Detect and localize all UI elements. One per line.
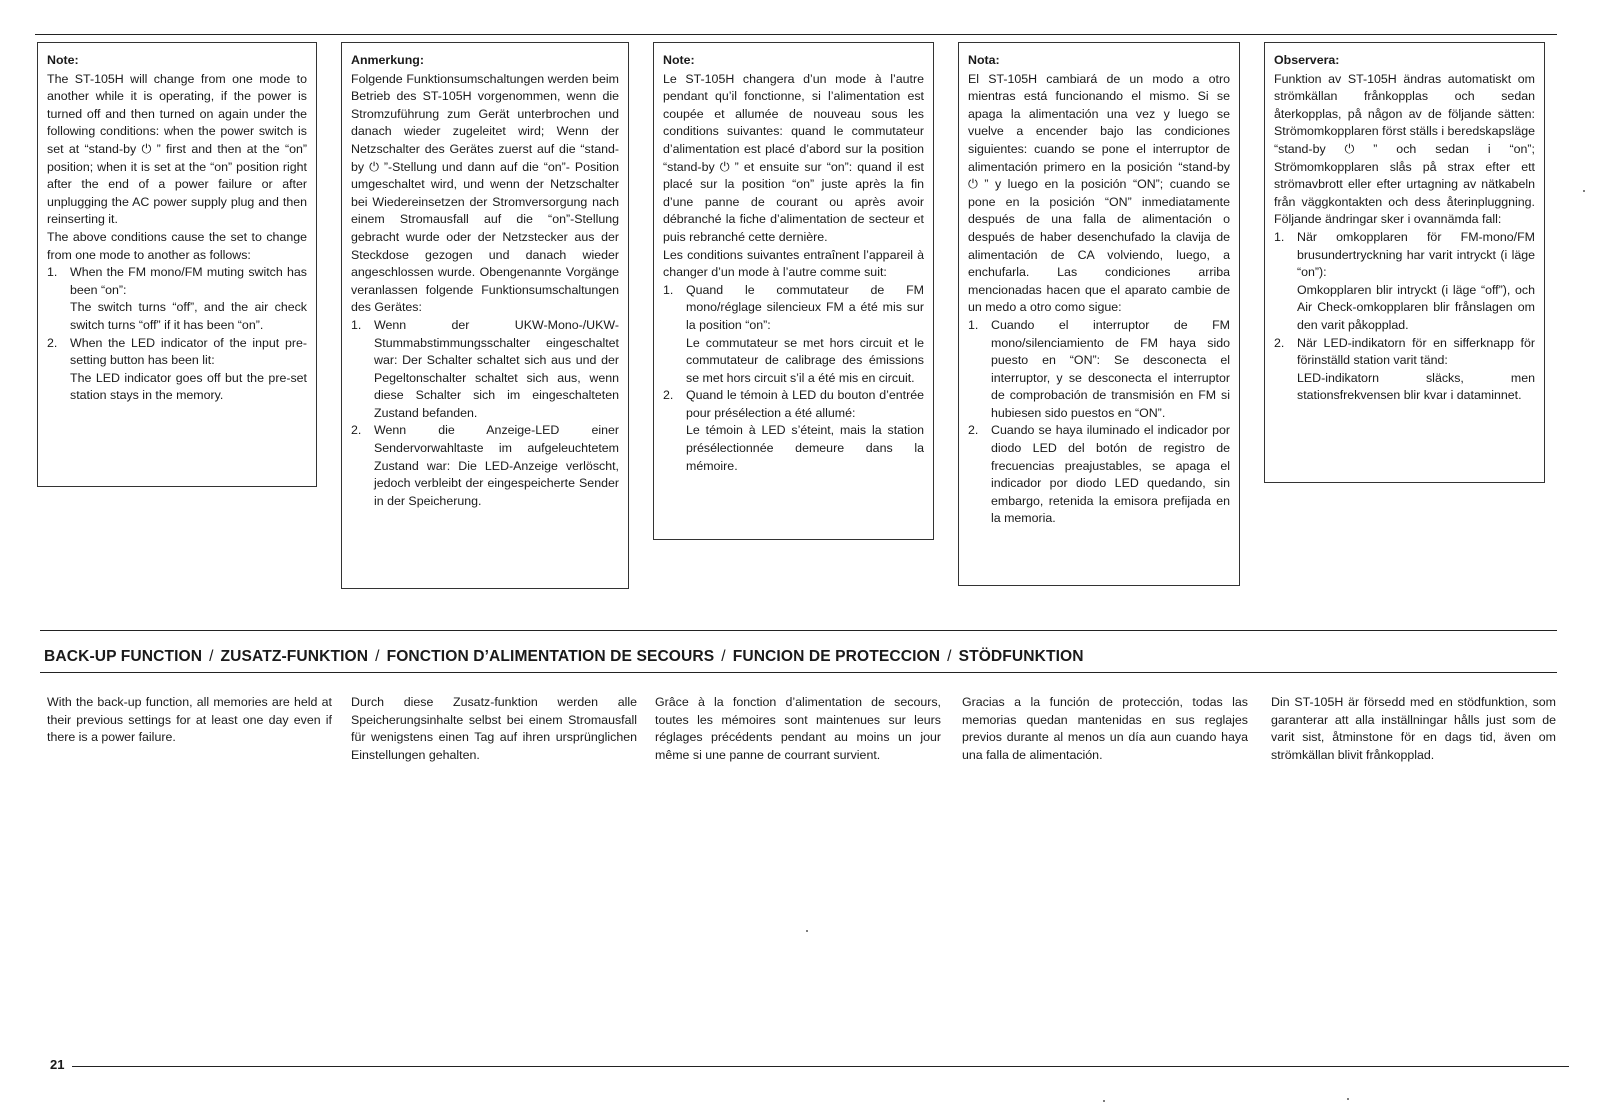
item-number: 2. [47,335,58,350]
note-box-spanish [958,42,1240,586]
item-text: När LED-indikatorn för en sifferknapp för förinställd station varit tänd: [1297,335,1535,368]
item-number: 2. [968,423,979,438]
list-item [663,282,924,388]
section-rule [40,630,1557,631]
heading-french: FONCTION D’ALIMENTATION DE SECOURS [386,648,715,665]
backup-text-german: Durch diese Zusatz-funktion werden alle Speicherungsinhalte selbst bei einem Stromausfall für wenigstens einen Tag auf ihren ursprünglichen Einstellungen gehalten. [351,695,637,762]
section-heading [44,648,1084,666]
item-text: Cuando se haya iluminado el indicador por diodo LED del botón de registro de frecuencias preajustables, se apaga el indicador por diodo LED quedando, sin embargo, retenida la emisora prefijada en la memoria. [991,423,1230,526]
item-subtext: Omkopplaren blir intryckt (i läge “off”), och Air Check-omkopplaren blir frånslagen om den varit påkopplad. [1297,282,1535,332]
note-title: Note: [663,53,695,67]
scan-speck [806,930,808,932]
item-subtext: The switch turns “off”, and the air check switch turns “off” if it has been “on”. [70,300,307,332]
item-subtext: Le témoin à LED s’éteint, mais la station présélectionnée demeure dans la mémoire. [686,423,924,473]
top-rule [35,34,1557,35]
item-text: Quand le commutateur de FM mono/réglage silencieux FM a été mis sur la position “on”: [686,282,924,332]
note-title: Observera: [1274,53,1340,67]
section-underline [40,672,1557,673]
footer-rule [72,1066,1569,1067]
heading-separator: / [375,648,380,665]
heading-german: ZUSATZ-FUNKTION [220,648,369,665]
backup-text-english: With the back-up function, all memories are held at their previous settings for at least one day even if there is a power failure. [47,695,332,745]
note-box-english [37,42,317,487]
note-intro: Le ST-105H changera d’un mode à l’autre pendant qu’il fonctionne, si l’alimentation est coupée et allumée de nouveau sous les conditions suivantes: quand le commutateur d’alimentation est placé d’abord sur la position “stand-by ⏻ ” et ensuite sur “on”: quand il est placé sur la position “on” juste après la fin d’une panne de courant ou après avoir débranché la fiche d’alimentation de secteur et puis rebranché cette dernière. [663,71,924,244]
note-intro: Folgende Funktionsumschaltungen werden beim Betrieb des ST-105H vorgenommen, wenn die Stromzuführung zum Gerät unterbrochen und danach wieder zugeleitet wird; Wenn der Netzschalter des Gerätes zuerst auf die “stand-by ⏻ ”-Stellung und dann auf die “on”- Position umgeschaltet wird, und wenn der Netzschalter bei Wiedereinsetzen der Stromversorgung nach einem Stromausfall auf die “on”-Stellung gebracht wurde oder der Netzstecker aus der Steckdose gezogen und danach wieder angeschlossen wurde. Obengenannte Vorgänge veranlassen folgende Funktionsumschaltungen des Gerätes: [351,71,619,315]
note-box-german [341,42,629,589]
heading-spanish: FUNCION DE PROTECCION [732,648,941,665]
item-number: 1. [1274,229,1285,244]
item-subtext: The LED indicator goes off but the pre-set station stays in the memory. [70,370,307,403]
note-follow: Les conditions suivantes entraînent l’appareil à changer d’un mode à l’autre comme suit: [663,247,924,280]
list-item [47,264,307,334]
list-item [47,335,307,405]
item-subtext: LED-indikatorn släcks, men stationsfrekvensen blir kvar i dataminnet. [1297,370,1535,403]
heading-swedish: STÖDFUNKTION [958,648,1084,665]
backup-text-spanish: Gracias a la función de protección, todas las memorias quedan mantenidas en sus reglajes previos durante al menos un día aun cuando haya una falla de alimentación. [962,695,1248,762]
note-intro: El ST-105H cambiará de un modo a otro mientras está funcionando el mismo. Si se apaga la alimentación una vez y luego se vuelve a encender bajo las condiciones siguientes: cuando se pone el interruptor de alimentación primero en la posición “stand-by ⏻ ” y luego en la posición “ON”; cuando se pone en la posición “ON” inmediatamente después de una falla de alimentación o después de haber desenchufado la clavija de alimentación de CA volviendo, luego, a enchufarla. Las condiciones arriba mencionadas hacen que el aparato cambie de un medo a otro como sigue: [968,71,1230,315]
item-text: Quand le témoin à LED du bouton d’entrée pour présélection a été allumé: [686,388,924,420]
item-text: Wenn der UKW-Mono-/UKW-Stummabstimmungsschalter eingeschaltet war: Der Schalter schaltet sich aus und der Pegeltonschalter schaltet sich aus, wenn diese Schalter sich im eingeschalteten Zustand befanden. [374,317,619,420]
list-item [351,317,619,423]
item-text: Wenn die Anzeige-LED einer Sendervorwahltaste im aufgeleuchtetem Zustand war: Die LED-Anzeige verlöscht, jedoch verbleibt der eingespeicherte Sender in der Speicherung. [374,423,619,508]
list-item [1274,335,1535,405]
list-item [968,422,1230,528]
backup-text-swedish: Din ST-105H är försedd med en stödfunktion, som garanterar att alla inställningar hålls just som de varit sist, åtminstone för en dags tid, även om strömkällan blivit frånkopplad. [1271,695,1556,762]
page-number: 21 [50,1057,65,1072]
item-text: When the FM mono/FM muting switch has been “on”: [70,265,307,297]
note-box-french [653,42,934,540]
note-title: Note: [47,53,79,67]
scan-speck [1347,1098,1349,1100]
item-text: Cuando el interruptor de FM mono/silenciamiento de FM haya sido puesto en “ON”: Se desconecta el interruptor, y se desconecta el interruptor de comprobación de transmisión en FM si hubiesen sido puestos en “ON”. [991,317,1230,420]
note-follow: The above conditions cause the set to change from one mode to another as follows: [47,229,307,262]
note-title: Anmerkung: [351,53,424,67]
item-text: When the LED indicator of the input pre-setting button has been lit: [70,335,307,368]
note-intro: The ST-105H will change from one mode to another while it is operating, if the power is turned off and then turned on again under the following conditions: when the power switch is set at “stand-by ⏻ ” first and then at the “on” position; when it is set at the “on” position right after the end of a power failure or after unplugging the AC power supply plug and then reinserting it. [47,71,307,227]
item-number: 2. [1274,335,1285,350]
list-item [1274,229,1535,335]
item-number: 1. [351,317,362,332]
scan-speck [1103,1100,1105,1102]
item-number: 2. [663,388,674,403]
item-subtext: Le commutateur se met hors circuit et le commutateur de calibrage des émissions se met hors circuit s’il a été mis en circuit. [686,335,924,385]
note-title: Nota: [968,53,1000,67]
note-intro: Funktion av ST-105H ändras automatiskt om strömkällan frånkopplas och sedan återkopplas, på någon av de följande sätten: Strömomkopplaren först ställs i beredskapsläge “stand-by ⏻ ” och sedan i “on”; Strömomkopplaren slås på strax efter ett strömavbrott eller efter urtagning av nätkabeln från väggkontakten och dess återinpluggning. Följande ändringar sker i ovannämda fall: [1274,71,1536,227]
list-item [968,317,1230,423]
heading-separator: / [721,648,726,665]
list-item [351,422,619,510]
item-number: 1. [968,317,979,332]
item-number: 1. [47,265,58,280]
scan-speck [1583,190,1585,192]
heading-separator: / [947,648,952,665]
item-text: När omkopplaren för FM-mono/FM brusundertryckning har varit intryckt (i läge “on”): [1297,229,1535,280]
list-item [663,387,924,475]
item-number: 2. [351,423,362,438]
backup-text-french: Grâce à la fonction d’alimentation de secours, toutes les mémoires sont maintenues sur leurs réglages précédents pendant au moins un jour même si une panne de courrant survient. [655,695,941,762]
heading-english: BACK-UP FUNCTION [44,648,203,665]
heading-separator: / [209,648,214,665]
item-number: 1. [663,282,674,297]
note-box-swedish [1264,42,1545,483]
